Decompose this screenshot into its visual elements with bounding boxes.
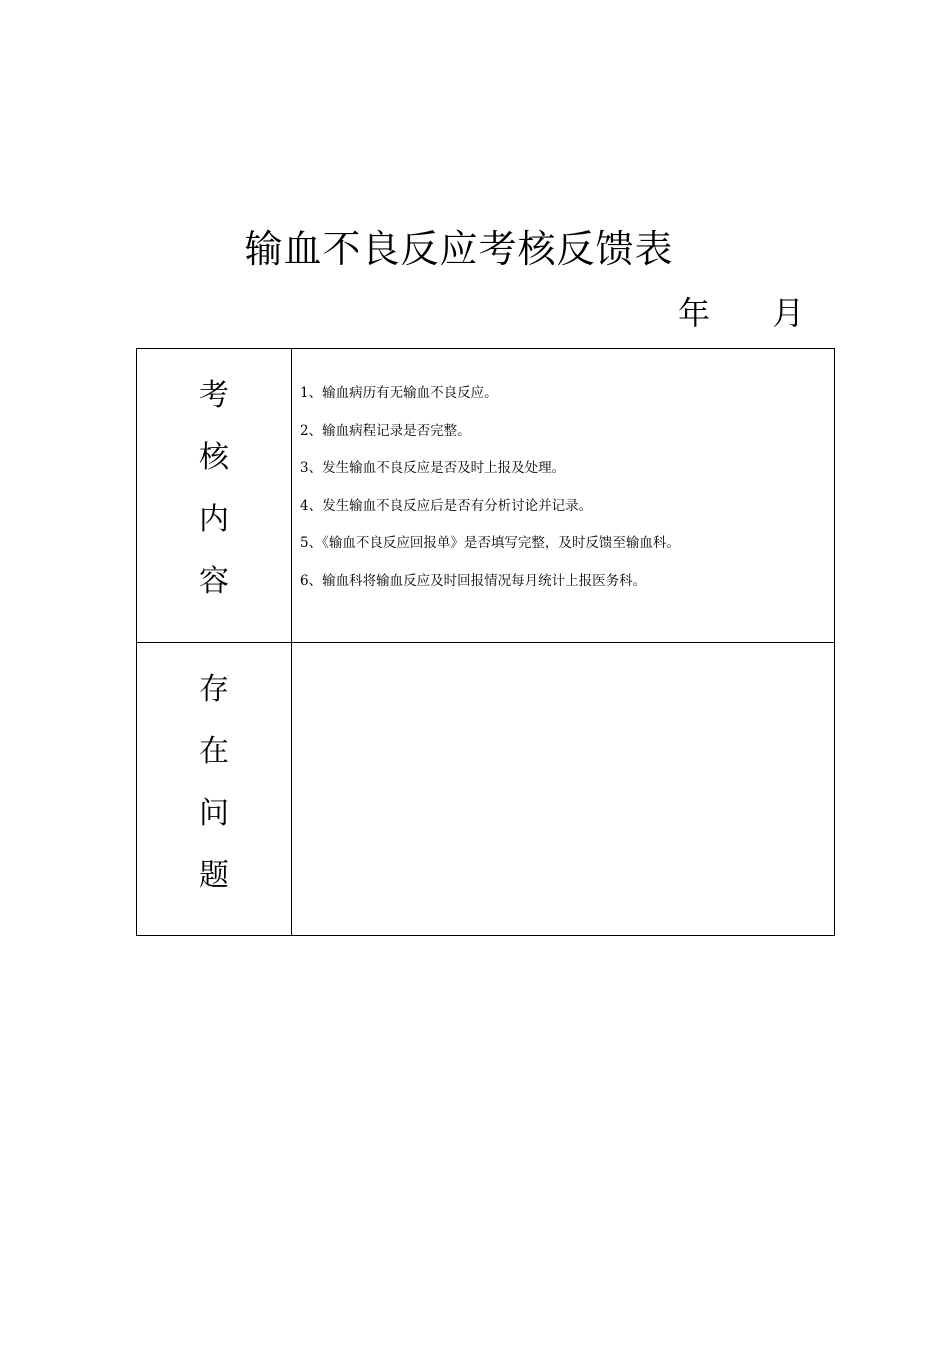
list-item: 6、输血科将输血反应及时回报情况每月统计上报医务科。: [300, 572, 647, 589]
existing-issues-label: [137, 643, 291, 907]
existing-issues-label-cell: [137, 643, 292, 936]
year-label: 年: [678, 294, 711, 332]
label-char: 在: [199, 734, 229, 769]
list-item: 4、发生输血不良反应后是否有分析讨论并记录。: [300, 497, 593, 514]
assessment-items-list: [292, 349, 834, 601]
existing-issues-row: [137, 643, 835, 936]
page-title: 输血不良反应考核反馈表: [244, 227, 674, 271]
date-line: [678, 288, 804, 334]
label-char: 题: [199, 858, 229, 893]
list-item: 2、输血病程记录是否完整。: [300, 422, 471, 439]
label-char: 存: [199, 672, 229, 707]
label-char: 容: [199, 564, 229, 599]
label-char: 内: [199, 502, 229, 537]
assessment-content-label: [137, 349, 291, 613]
label-char: 核: [199, 440, 229, 475]
list-item: 5、《输血不良反应回报单》是否填写完整，及时反馈至输血科。: [300, 535, 680, 552]
assessment-content-row: [137, 349, 835, 643]
month-label: 月: [772, 294, 805, 332]
existing-issues-field[interactable]: [292, 643, 835, 936]
assessment-content-label-cell: [137, 349, 292, 643]
label-char: 考: [199, 378, 229, 413]
list-item: 3、发生输血不良反应是否及时上报及处理。: [300, 460, 566, 477]
label-char: 问: [199, 796, 229, 831]
assessment-content-cell: [292, 349, 835, 643]
feedback-form-table: [136, 348, 835, 936]
list-item: 1、输血病历有无输血不良反应。: [300, 385, 498, 401]
